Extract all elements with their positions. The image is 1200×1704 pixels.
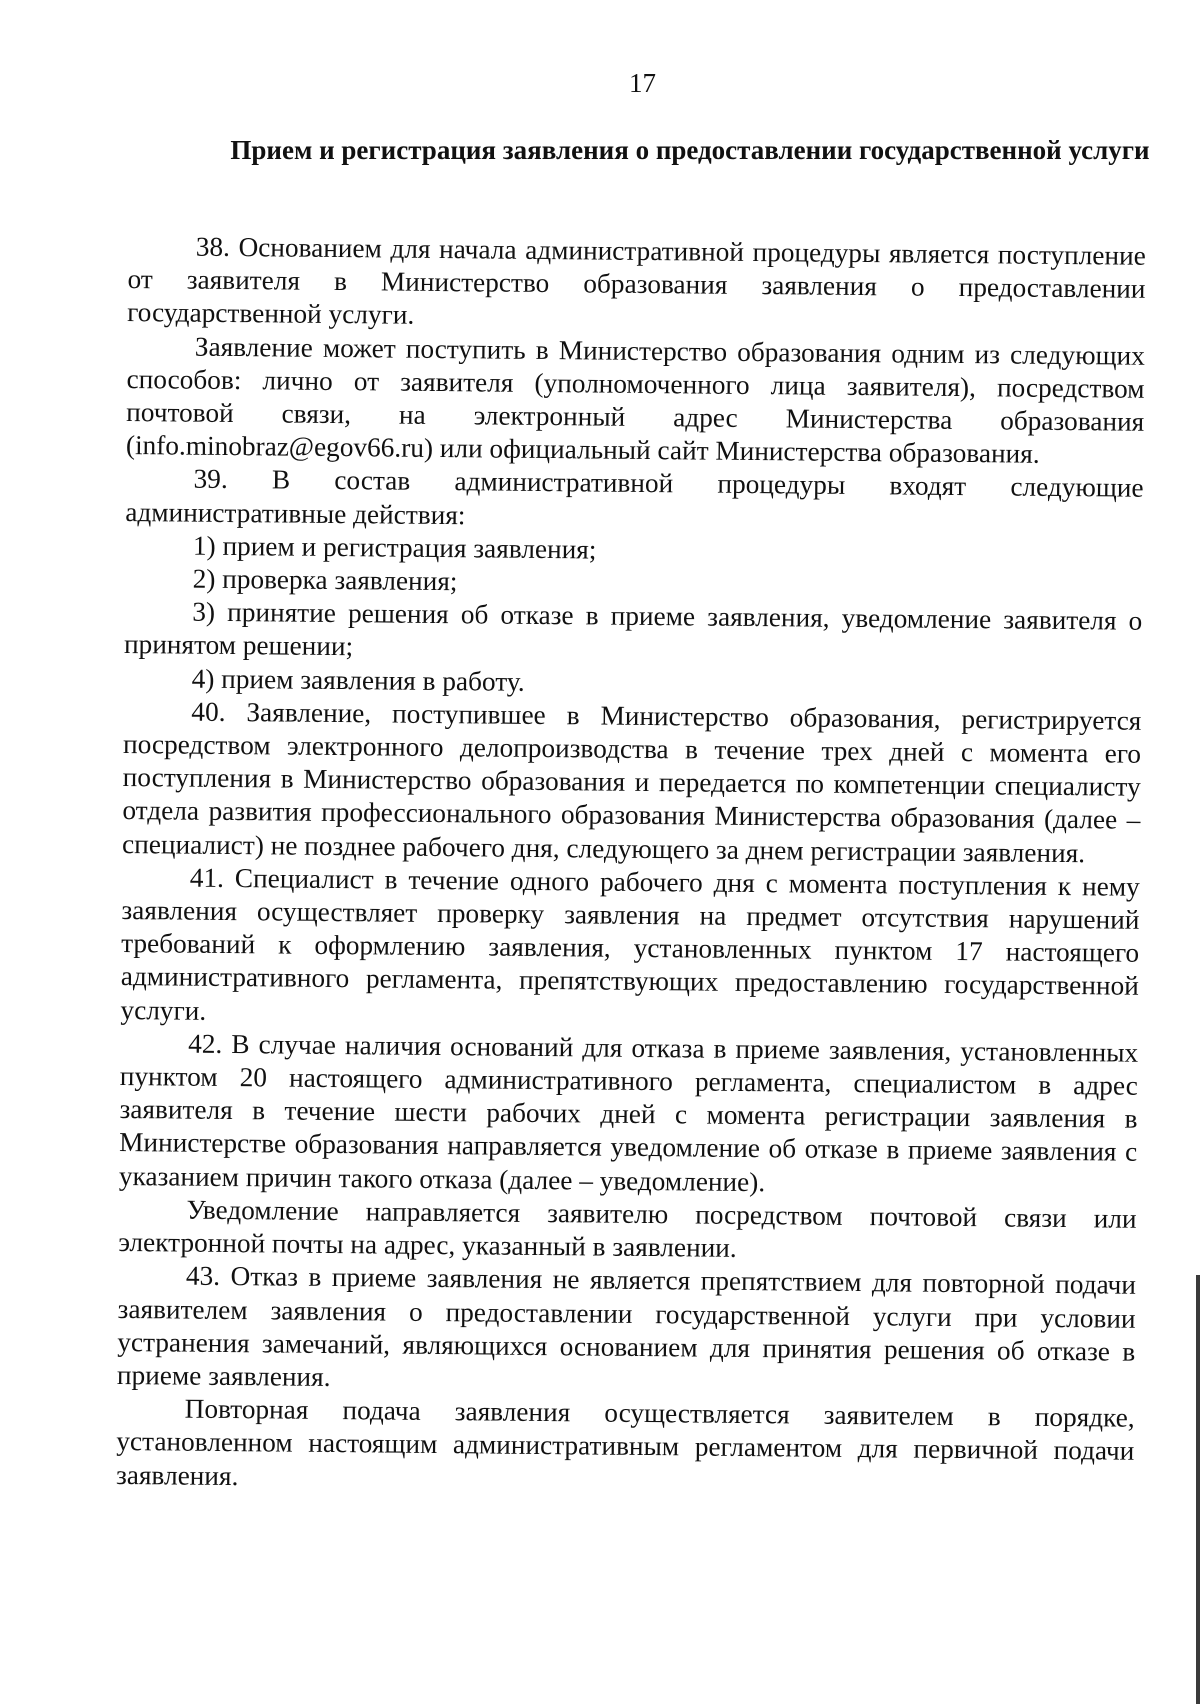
list-item-2: 2) проверка заявления; [192,563,458,597]
paragraph-43: 43. Отказ в приеме заявления не является препятствием для повторной подачи заявителем заявления о предоставлении государственной услуги при условии устранения замечаний, являющихся основанием для принятия решения об отказе в приеме заявления. [116,1260,1137,1392]
paragraph-40: 40. Заявление, поступившее в Министерство образования, регистрируется посредством электронного делопроизводства в течение трех дней с момента его поступления в Министерство образования и передается по компетенции специалисту отдела развития профессионального образования Министерства образования (далее – специалист) не позднее рабочего дня, следующего за днем регистрации заявления. [121,696,1142,868]
document-body [116,230,1146,1501]
paragraph-42: 42. В случае наличия оснований для отказа в приеме заявления, установленных пунктом 20 настоящего административного регламента, специалистом в адрес заявителя в течение шести рабочих дней с момента регистрации заявления в Министерстве образования направляется уведомление об отказе в приеме заявления с указанием причин такого отказа (далее – уведомление). [118,1028,1139,1197]
scan-edge-shadow [1196,1275,1200,1704]
paragraph-39: 39. В состав административной процедуры входят следующие административные действия: [125,464,1144,530]
list-item-3: 3) принятие решения об отказе в приеме заявления, уведомление заявителя о принятом решении; [123,596,1143,662]
paragraph-38: 38. Основанием для начала административной процедуры является поступление от заявителя в Министерство образования заявления о предоставлении государственной услуги. [127,231,1146,331]
paragraph-38-methods: Заявление может поступить в Министерство образования одним из следующих способов: лично от заявителя (уполномоченного лица заявителя), посредством почтовой связи, на электронный адрес Министерства образования (info.minobraz@egov66.ru) или официальный сайт Министерства образования. [125,331,1145,469]
section-title: Прием и регистрация заявления о предоставлении государственной услуги [230,135,1150,165]
list-item-4: 4) прием заявления в работу. [191,663,525,697]
paragraph-43-resubmission: Повторная подача заявления осуществляется заявителем в порядке, установленном настоящим административным регламентом для первичной подачи заявления. [115,1393,1135,1491]
paragraph-42-notice: Уведомление направляется заявителю посредством почтовой связи или электронной почты на адрес, указанный в заявлении. [118,1194,1137,1263]
list-item-1: 1) прием и регистрация заявления; [192,530,597,565]
paragraph-41: 41. Специалист в течение одного рабочего дня с момента поступления к нему заявления осуществляет проверку заявления на предмет отсутствия нарушений требований к оформлению заявления, установленных пунктом 17 настоящего административного регламента, препятствующих предоставлению государственной услуги. [120,862,1140,1026]
page-number: 17 [629,68,656,98]
